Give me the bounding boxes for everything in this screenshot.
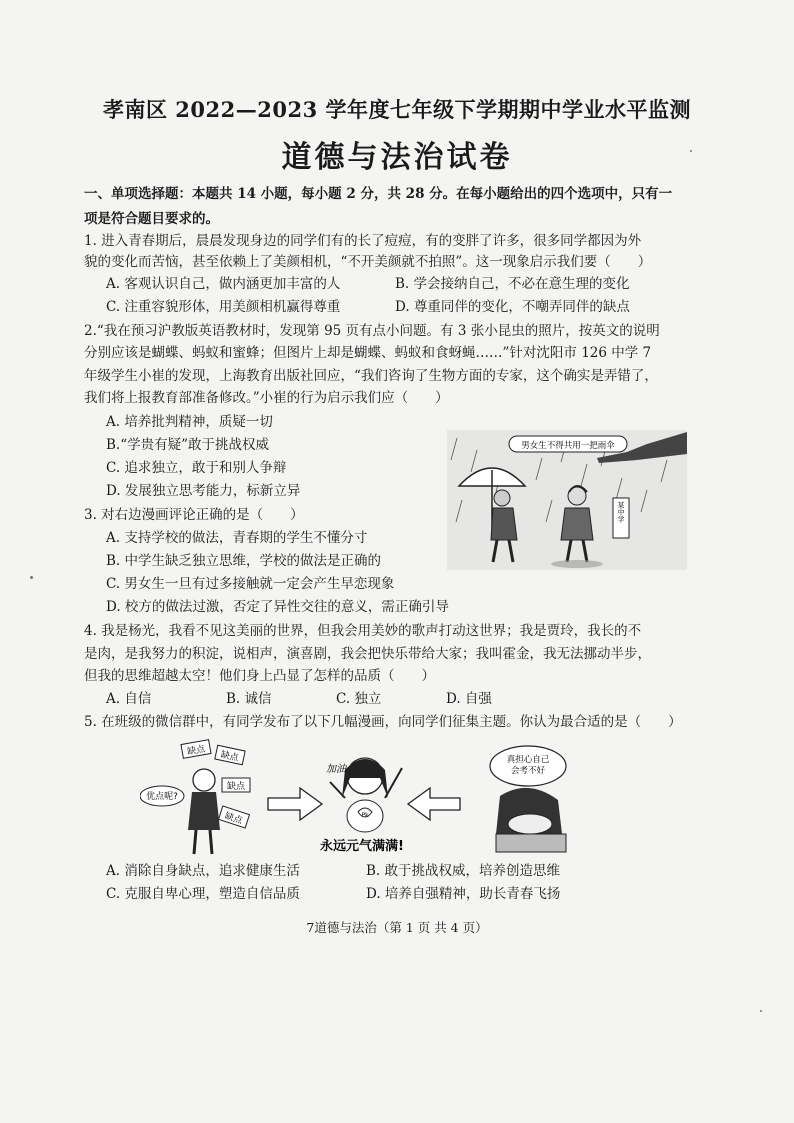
q1-option-d[interactable]: D. 尊重同伴的变化，不嘲弄同伴的缺点 (395, 299, 630, 315)
confidence-cartoon-illustration (140, 738, 600, 856)
boy-with-flaws-figure (188, 769, 220, 854)
q1-option-a[interactable]: A. 客观认识自己，做内涵更加丰富的人 (106, 276, 341, 292)
subject-title: 道德与法治试卷 (281, 140, 513, 175)
q1-stem-cont: 貌的变化而苦恼，甚至依赖上了美颜相机，“不开美颜就不拍照”。这一现象启示我们要（ ） (84, 254, 652, 270)
scan-speck (30, 576, 33, 579)
where-strengths-bubble: 优点呢? (146, 792, 178, 802)
q2-option-a[interactable]: A. 培养批判精神，质疑一切 (106, 414, 273, 430)
q4-option-d[interactable]: D. 自强 (446, 691, 492, 707)
worry-bubble-line1: 真担心自己 (506, 755, 550, 765)
section-heading: 一、单项选择题：本题共 14 小题，每小题 2 分，共 28 分。在每小题给出的四个选项中，只有一 (84, 186, 673, 202)
q5-option-b[interactable]: B. 敢于挑战权威，培养创造思维 (366, 863, 561, 879)
heart-label: Pk (361, 812, 369, 819)
q4-option-a[interactable]: A. 自信 (106, 691, 152, 707)
flaw-tag-4: 缺点 (223, 811, 244, 827)
left-arrow-icon (408, 788, 460, 820)
q4-stem: 4. 我是杨光，我看不见这美丽的世界，但我会用美妙的歌声打动这世界；我是贾玲，我长的不 (84, 623, 642, 639)
q5-option-d[interactable]: D. 培养自强精神，助长青春飞扬 (366, 886, 561, 902)
section-heading-cont: 项是符合题目要求的。 (84, 211, 219, 227)
page-footer: 7道德与法治（第 1 页 共 4 页） (306, 920, 488, 935)
student-boy-figure (494, 490, 510, 506)
q2-option-b[interactable]: B.“学贵有疑”敢于挑战权威 (106, 437, 270, 453)
q2-stem-cont2: 年级学生小崔的发现，上海教育出版社回应，“我们咨询了生物方面的专家，这个确实是弄错了， (84, 368, 658, 384)
q3-stem: 3. 对右边漫画评论正确的是（ ） (84, 507, 304, 523)
q5-stem: 5. 在班级的微信群中，有同学发布了以下几幅漫画，向同学们征集主题。你认为最合适的是（ ） (84, 714, 682, 730)
cheer-text: 加油 (326, 764, 346, 775)
flaw-tag-2: 缺点 (219, 750, 240, 764)
cartoon-sign-text: 男女生不得共用一把雨伞 (521, 441, 615, 451)
q4-stem-cont1: 是肉，是我努力的积淀，说相声，演喜剧，我会把快乐带给大家；我叫霍金，我无法挪动半步， (84, 646, 651, 662)
q1-option-c[interactable]: C. 注重容貌形体，用美颜相机赢得尊重 (106, 299, 341, 315)
flaw-tag-3: 缺点 (226, 782, 246, 792)
q5-option-c[interactable]: C. 克服自卑心理，塑造自信品质 (106, 886, 300, 902)
q3-option-d[interactable]: D. 校方的做法过激，否定了异性交往的意义，需正确引导 (106, 599, 449, 615)
scan-speck (690, 150, 692, 152)
q3-option-b[interactable]: B. 中学生缺乏独立思维，学校的做法是正确的 (106, 553, 382, 569)
umbrella-cartoon-illustration (447, 430, 687, 570)
q2-stem-cont1: 分别应该是蝴蝶、蚂蚁和蜜蜂；但图片上却是蝴蝶、蚂蚁和食蚜蝇……”针对沈阳市 126 中学 7 (84, 345, 652, 361)
q1-option-b[interactable]: B. 学会接纳自己，不必在意生理的变化 (395, 276, 630, 292)
q4-option-c[interactable]: C. 独立 (336, 691, 382, 707)
right-arrow-icon (268, 788, 322, 820)
q4-option-b[interactable]: B. 诚信 (226, 691, 272, 707)
q2-stem-cont3: 我们将上报教育部准备修改。”小崔的行为启示我们应（ ） (84, 390, 449, 406)
q2-option-d[interactable]: D. 发展独立思考能力，标新立异 (106, 483, 301, 499)
q3-option-a[interactable]: A. 支持学校的做法，青春期的学生不懂分寸 (106, 530, 368, 546)
flaw-tag-1: 缺点 (186, 744, 207, 758)
q1-stem: 1. 进入青春期后，晨晨发现身边的同学们有的长了痘痘，有的变胖了许多，很多同学都因为外 (84, 233, 642, 249)
q2-stem: 2.“我在预习沪教版英语教材时，发现第 95 页有点小问题。有 3 张小昆虫的照片，按英文的说明 (84, 323, 660, 339)
q5-option-a[interactable]: A. 消除自身缺点，追求健康生活 (106, 863, 300, 879)
exam-title: 孝南区 2022—2023 学年度七年级下学期期中学业水平监测 (102, 97, 691, 122)
worried-girl-figure (490, 746, 566, 852)
q4-stem-cont2: 但我的思维超越太空！他们身上凸显了怎样的品质（ ） (84, 668, 435, 684)
worry-bubble-line2: 会考不好 (510, 766, 546, 776)
scan-speck (760, 1010, 762, 1012)
slogan-text: 永远元气满满! (320, 839, 404, 854)
q3-option-c[interactable]: C. 男女生一旦有过多接触就一定会产生早恋现象 (106, 576, 395, 592)
school-badge-text: 某中学 (617, 501, 625, 523)
q2-option-c[interactable]: C. 追求独立，敢于和别人争辩 (106, 460, 287, 476)
